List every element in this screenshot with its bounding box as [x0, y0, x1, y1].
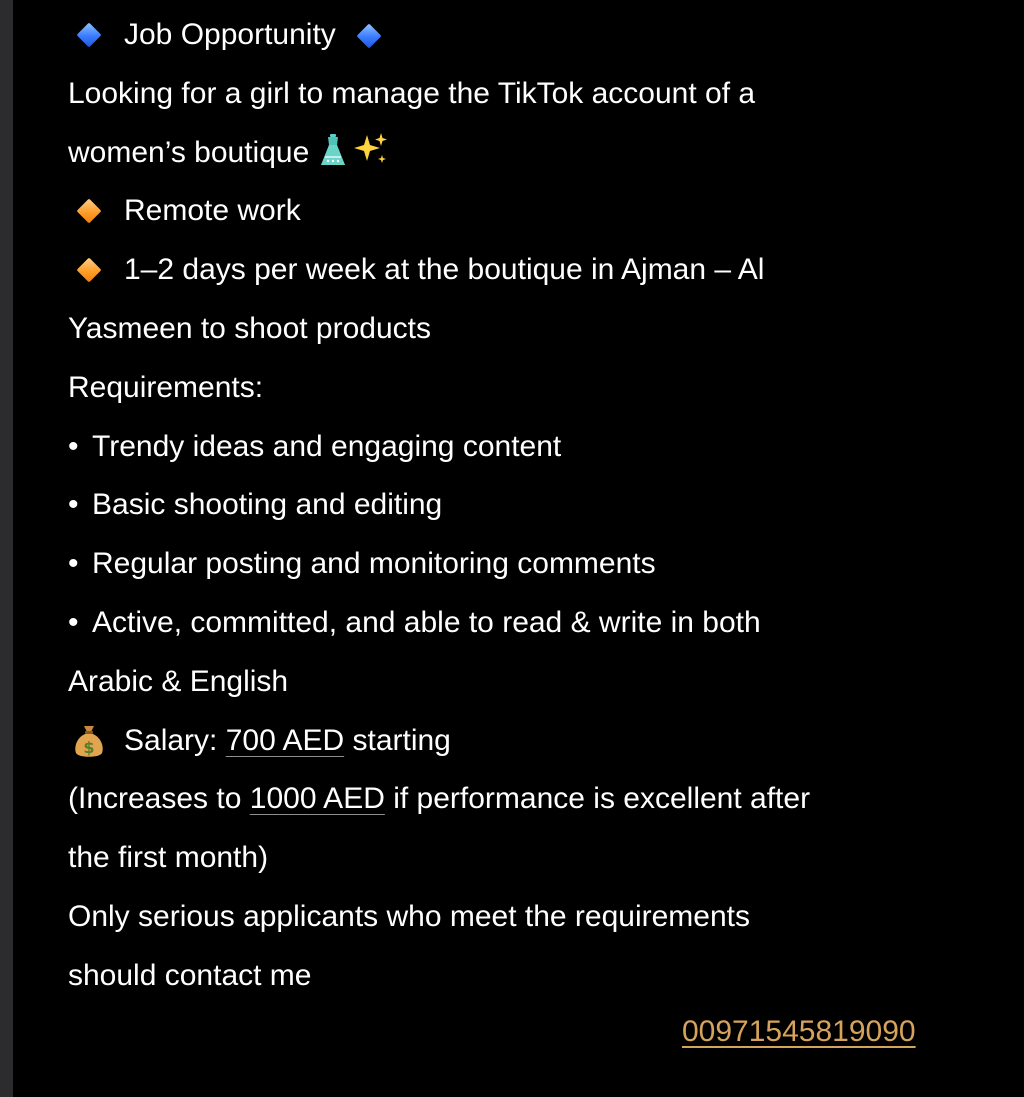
requirement-item [68, 418, 958, 477]
onsite-text-1: 1–2 days per week at the boutique in Ajman – Al [124, 253, 765, 287]
intro-text-2: women’s boutique [68, 135, 310, 169]
bullet-icon: • [68, 488, 79, 522]
requirement-item-continued [68, 653, 958, 712]
salary-line [68, 712, 958, 771]
increase-line-2 [68, 829, 958, 888]
onsite-line-1 [68, 241, 958, 300]
bullet-icon: • [68, 429, 79, 463]
requirement-text: Trendy ideas and engaging content [92, 429, 562, 463]
money-bag-icon [72, 722, 106, 760]
requirements-heading [68, 359, 958, 418]
orange-diamond-icon [77, 199, 102, 224]
blue-diamond-icon [356, 24, 381, 49]
onsite-text-2: Yasmeen to shoot products [68, 311, 431, 345]
phone-number-link[interactable]: 00971545819090 [682, 1015, 916, 1048]
salary-suffix: starting [352, 723, 451, 757]
title-text: Job Opportunity [124, 18, 336, 51]
increase-line-1 [68, 770, 958, 829]
increase-text-2: the first month) [68, 841, 269, 875]
requirement-item [68, 476, 958, 535]
closing-text-2: should contact me [68, 958, 312, 992]
bullet-icon: • [68, 547, 79, 581]
increase-suffix: if performance is excellent after [393, 782, 811, 816]
closing-line-2 [68, 947, 958, 1006]
intro-line-2 [68, 124, 958, 183]
requirement-text: Active, committed, and able to read & write in both [92, 605, 761, 639]
svg-text:$: $ [83, 737, 95, 757]
intro-line-1 [68, 65, 958, 124]
closing-text-1: Only serious applicants who meet the requirements [68, 899, 751, 933]
onsite-line-2 [68, 300, 958, 359]
remote-line [68, 182, 958, 241]
dress-icon [319, 133, 347, 167]
requirements-heading-text: Requirements: [68, 370, 264, 404]
requirement-text: Basic shooting and editing [92, 488, 443, 522]
salary-amount[interactable]: 700 AED [225, 723, 345, 757]
closing-line-1 [68, 888, 958, 947]
requirement-item [68, 535, 958, 594]
intro-text-1: Looking for a girl to manage the TikTok account of a [68, 76, 756, 110]
requirement-text: Regular posting and monitoring comments [92, 547, 656, 581]
sparkles-icon [351, 131, 389, 167]
title-line [68, 6, 958, 65]
bullet-icon: • [68, 605, 79, 639]
remote-text: Remote work [124, 194, 301, 228]
left-edge-bar [0, 0, 13, 1097]
requirement-item [68, 594, 958, 653]
increase-prefix: (Increases to [68, 782, 242, 816]
message-body[interactable] [68, 6, 958, 1006]
salary-label: Salary: [124, 723, 218, 757]
increase-amount[interactable]: 1000 AED [249, 782, 385, 816]
orange-diamond-icon [77, 258, 102, 283]
requirement-text: Arabic & English [68, 664, 289, 698]
blue-diamond-icon [77, 23, 102, 48]
